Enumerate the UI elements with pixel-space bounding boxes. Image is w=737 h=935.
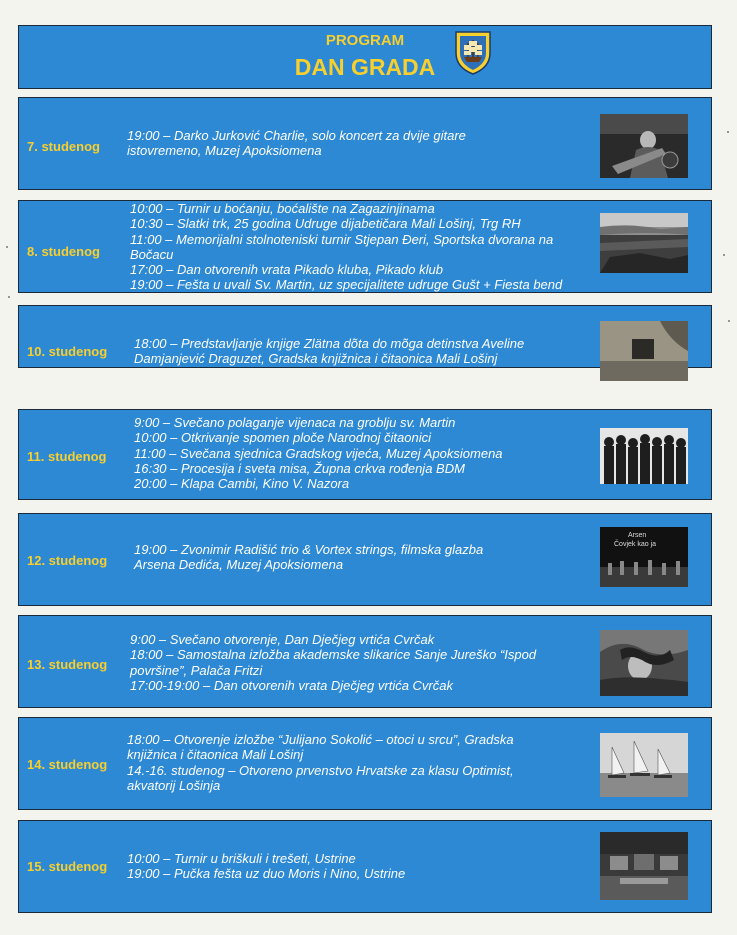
event-line: 11:00 – Svečana sjednica Gradskog vijeća, Muzej Apoksiomena <box>134 445 503 461</box>
sailing-optimist-photo <box>600 733 688 797</box>
aerial-town-photo <box>600 213 688 273</box>
event-line: površine”, Palača Fritzi <box>130 662 263 678</box>
day-date: 8. studenog <box>27 244 100 259</box>
event-line: 16:30 – Procesija i sveta misa, Župna crkva rođenja BDM <box>134 460 465 476</box>
day-date: 11. studenog <box>27 449 107 464</box>
event-line: 19:00 – Zvonimir Radišić trio & Vortex strings, filmska glazba <box>134 542 484 557</box>
event-line: knjižnica i čitaonica Mali Lošinj <box>127 747 304 763</box>
page-title: DAN GRADA <box>294 54 436 80</box>
day-events <box>134 542 483 573</box>
day-7-block <box>18 97 712 190</box>
day-13-block <box>18 615 712 708</box>
concert-stage-photo <box>600 527 688 587</box>
day-events <box>130 201 562 293</box>
underwater-portrait-painting <box>600 630 688 696</box>
day-11-block <box>18 409 712 500</box>
poster-caption-line1: Arsen <box>628 532 647 539</box>
day-12-block <box>18 513 712 606</box>
day-events <box>127 128 466 159</box>
village-interior-photo <box>600 832 688 900</box>
event-line: 17:00 – Dan otvorenih vrata Pikado kluba, Pikado klub <box>130 262 443 278</box>
poster-caption-line2: Čovjek kao ja <box>614 541 657 548</box>
event-line: istovremeno, Muzej Apoksiomena <box>127 143 322 159</box>
event-line: akvatorij Lošinja <box>127 777 221 793</box>
event-line: 14.-16. studenog – Otvoreno prvenstvo Hrvatske za klasu Optimist, <box>127 762 514 778</box>
city-crest-ship-icon <box>453 29 493 75</box>
decorative-speck <box>727 131 729 133</box>
event-line: 17:00-19:00 – Dan otvorenih vrata Dječjeg vrtića Cvrčak <box>130 677 453 693</box>
event-line: 10:00 – Otkrivanje spomen ploče Narodnoj čitaonici <box>134 430 432 446</box>
day-events <box>127 851 405 882</box>
stone-house-photo <box>600 321 688 381</box>
day-events <box>127 732 514 793</box>
klapa-group-photo <box>600 428 688 484</box>
program-label: PROGRAM <box>325 32 405 49</box>
day-10-block <box>18 305 712 368</box>
event-line: Arsena Dedića, Muzej Apoksiomena <box>134 557 344 573</box>
day-events <box>134 336 524 367</box>
day-date: 10. studenog <box>27 344 108 359</box>
event-line: Bočacu <box>130 246 174 262</box>
day-events <box>134 415 503 491</box>
event-line: 11:00 – Memorijalni stolnoteniski turnir Stjepan Đeri, Sportska dvorana na <box>130 231 554 247</box>
guitarist-photo <box>600 114 688 178</box>
event-line: 18:00 – Predstavljanje knjige Zlätna dõta do mõga detinstva Aveline <box>134 336 525 351</box>
day-date: 13. studenog <box>27 657 108 672</box>
decorative-speck <box>8 296 10 298</box>
program-header <box>18 25 712 89</box>
event-line: 9:00 – Svečano otvorenje, Dan Dječjeg vrtića Cvrčak <box>130 632 435 647</box>
decorative-speck <box>728 320 730 322</box>
decorative-speck <box>723 254 725 256</box>
day-date: 7. studenog <box>27 139 100 154</box>
event-line: 19:00 – Pučka fešta uz duo Moris i Nino, Ustrine <box>127 866 406 882</box>
event-line: 20:00 – Klapa Cambi, Kino V. Nazora <box>134 476 350 492</box>
event-line: 19:00 – Darko Jurković Charlie, solo koncert za dvije gitare <box>127 128 466 143</box>
event-line: 19:00 – Fešta u uvali Sv. Martin, uz specijalitete udruge Gušt + Fiesta bend <box>130 277 563 293</box>
day-date: 12. studenog <box>27 553 108 568</box>
decorative-speck <box>6 246 8 248</box>
day-events <box>130 632 536 693</box>
day-date: 15. studenog <box>27 859 108 874</box>
event-line: 18:00 – Otvorenje izložbe “Julijano Sokolić – otoci u srcu”, Gradska <box>127 732 514 747</box>
event-line: Damjanjević Draguzet, Gradska knjižnica i čitaonica Mali Lošinj <box>134 351 498 367</box>
day-14-block <box>18 717 712 810</box>
day-15-block <box>18 820 712 913</box>
event-line: 10:00 – Turnir u briškuli i trešeti, Ustrine <box>127 851 356 866</box>
day-date: 14. studenog <box>27 757 108 772</box>
event-line: 10:00 – Turnir u boćanju, boćalište na Zagazinjinama <box>130 201 435 216</box>
event-line: 9:00 – Svečano polaganje vijenaca na groblju sv. Martin <box>134 415 456 430</box>
event-line: 18:00 – Samostalna izložba akademske slikarice Sanje Jureško “Ispod <box>130 647 537 663</box>
event-line: 10:30 – Slatki trk, 25 godina Udruge dijabetičara Mali Lošinj, Trg RH <box>130 216 521 232</box>
day-8-block <box>18 200 712 293</box>
